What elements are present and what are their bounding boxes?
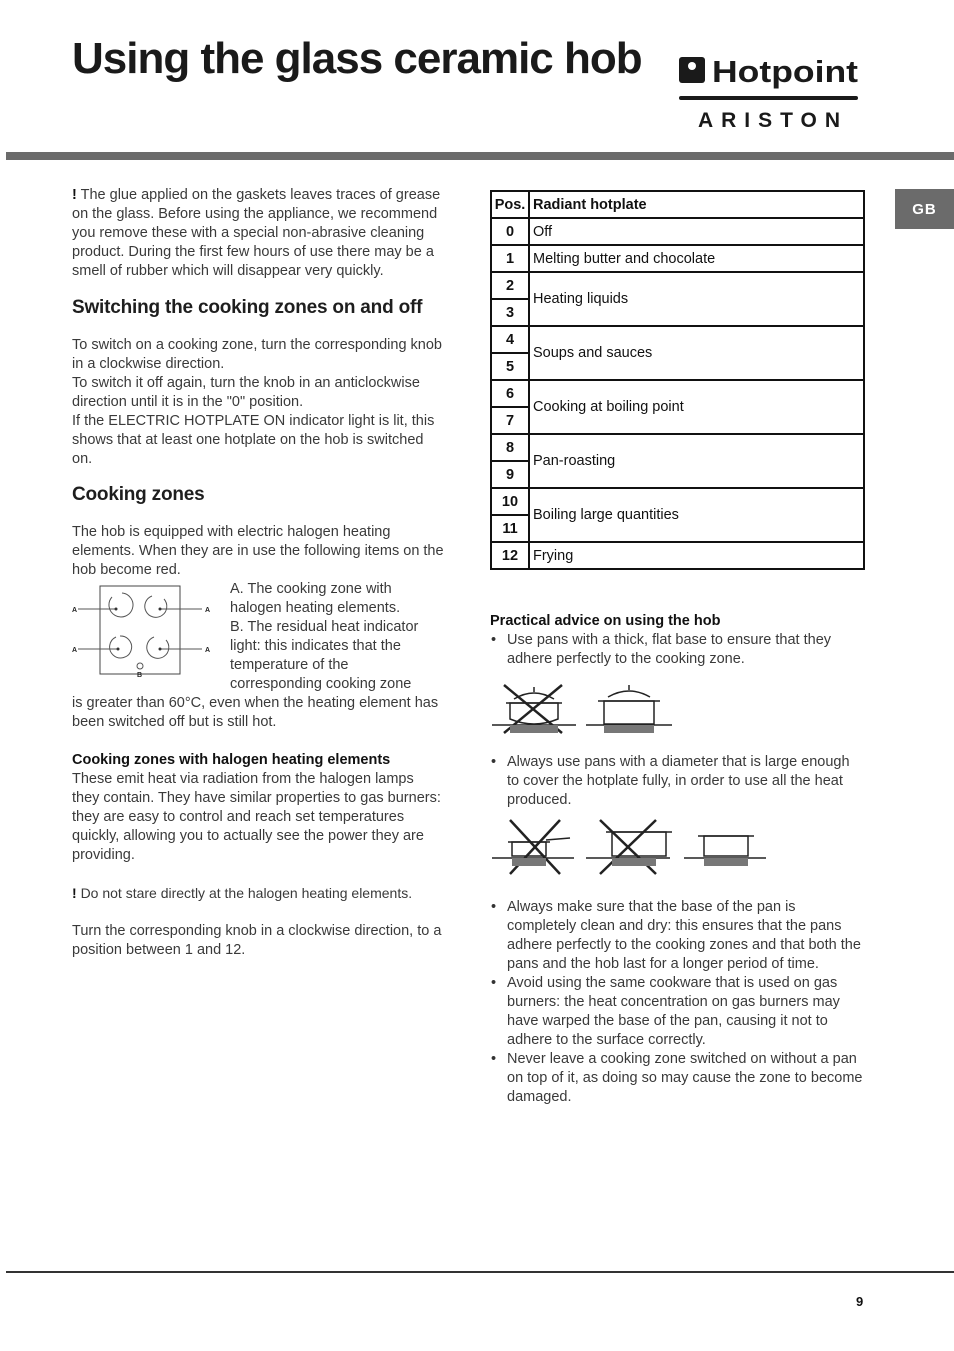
right-column <box>490 612 865 1107</box>
advice-item: • Never leave a cooking zone switched on without a pan on top of it, as doing so may cause the zone to become damaged. <box>490 1050 865 1107</box>
warning-mark: ! <box>72 187 77 203</box>
use-cell: Heating liquids <box>529 272 864 326</box>
page-number: 9 <box>856 1294 864 1309</box>
col-plate-header: Radiant hotplate <box>529 191 864 218</box>
zones-figure-block <box>72 580 444 694</box>
pos-cell: 6 <box>491 380 529 407</box>
brand-name: Hotpoint <box>712 54 858 89</box>
hotpoint-ariston-logo <box>678 54 860 134</box>
advice-item: • Avoid using the same cookware that is used on gas burners: the heat concentration on gas burners may have warped the base of the pan, causing it not to adhere to the surface correctly. <box>490 974 865 1050</box>
page-title: Using the glass ceramic hob <box>72 34 642 83</box>
pos-cell: 3 <box>491 299 529 326</box>
advice-heading: Practical advice on using the hob <box>490 613 721 629</box>
pos-cell: 11 <box>491 515 529 542</box>
use-cell: Melting butter and chocolate <box>529 245 864 272</box>
halogen-heading: Cooking zones with halogen heating elements <box>72 752 391 768</box>
cooking-zones-intro: The hob is equipped with electric halogen heating elements. When they are in use the following items on the hob become red. <box>72 524 444 578</box>
advice-list <box>490 898 865 1107</box>
table-row <box>491 272 864 299</box>
header-rule <box>6 152 954 160</box>
legend-item-b-continued: is greater than 60°C, even when the heating element has been switched off but is still hot. <box>72 695 439 730</box>
halogen-text: These emit heat via radiation from the halogen lamps they contain. They have similar properties to gas burners: they are easy to control and reach set temperatures quickly, allowing you to actually see the power they are providing. <box>72 771 441 863</box>
col-pos-header: Pos. <box>491 191 529 218</box>
legend-item-a: A. The cooking zone with halogen heating elements. <box>230 581 401 616</box>
table-row <box>491 218 864 245</box>
cooking-zones-heading: Cooking zones <box>72 484 205 505</box>
pos-cell: 10 <box>491 488 529 515</box>
diagram-label-a: A <box>205 607 211 614</box>
table-row <box>491 434 864 461</box>
hotplate-table-wrap <box>490 190 865 570</box>
pos-cell: 7 <box>491 407 529 434</box>
use-cell: Cooking at boiling point <box>529 380 864 434</box>
halogen-warning <box>72 884 444 903</box>
diagram-label-a: A <box>72 647 78 654</box>
hotplate-table <box>490 190 865 570</box>
table-row <box>491 326 864 353</box>
switching-heading: Switching the cooking zones on and off <box>72 297 423 318</box>
pos-cell: 9 <box>491 461 529 488</box>
use-cell: Soups and sauces <box>529 326 864 380</box>
language-tab: GB <box>895 189 954 229</box>
diagram-label-a: A <box>205 647 211 654</box>
intro-paragraph <box>72 186 444 281</box>
footer-rule <box>6 1271 954 1273</box>
left-column <box>72 186 444 960</box>
advice-item: • Use pans with a thick, flat base to ensure that they adhere perfectly to the cooking zone. <box>490 631 865 669</box>
advice-item: • Always use pans with a diameter that is large enough to cover the hotplate fully, in order to use all the heat produced. <box>490 753 865 810</box>
diagram-label-b: B <box>137 672 143 678</box>
switching-p1: To switch on a cooking zone, turn the corresponding knob in a clockwise direction. <box>72 337 442 372</box>
table-row <box>491 245 864 272</box>
zones-legend <box>230 580 444 694</box>
pos-cell: 12 <box>491 542 529 569</box>
pos-cell: 5 <box>491 353 529 380</box>
advice-item: • Always make sure that the base of the pan is completely clean and dry: this ensures that the pans adhere perfectly to the cooking zones and that both the pans and the hob last for a longer period of time. <box>490 898 865 974</box>
pos-cell: 2 <box>491 272 529 299</box>
switching-p3: If the ELECTRIC HOTPLATE ON indicator light is lit, this shows that at least one hotplate on the hob is switched on. <box>72 413 435 467</box>
table-header-row <box>491 191 864 218</box>
pan-size-illustration <box>490 818 780 884</box>
table-row <box>491 488 864 515</box>
advice-list <box>490 631 865 669</box>
switching-p2: To switch it off again, turn the knob in an anticlockwise direction until it is in the "0" position. <box>72 375 420 410</box>
halogen-warning-text: Do not stare directly at the halogen heating elements. <box>80 885 413 901</box>
use-cell: Frying <box>529 542 864 569</box>
table-row <box>491 542 864 569</box>
diagram-label-a: A <box>72 607 78 614</box>
advice-list <box>490 753 865 810</box>
pos-cell: 1 <box>491 245 529 272</box>
table-row <box>491 380 864 407</box>
warning-mark: ! <box>72 885 77 901</box>
brand-sub: ARISTON <box>698 109 840 132</box>
pos-cell: 4 <box>491 326 529 353</box>
pan-base-illustration <box>490 679 690 745</box>
intro-text: The glue applied on the gaskets leaves traces of grease on the glass. Before using the appliance, we recommend you remove these with a special non-abrasive cleaning product. During the first few hours of use there may be a smell of rubber which will disappear very quickly. <box>72 187 441 279</box>
use-cell: Pan-roasting <box>529 434 864 488</box>
use-cell: Boiling large quantities <box>529 488 864 542</box>
pos-cell: 0 <box>491 218 529 245</box>
pos-cell: 8 <box>491 434 529 461</box>
use-cell: Off <box>529 218 864 245</box>
turn-knob-text: Turn the corresponding knob in a clockwise direction, to a position between 1 and 12. <box>72 923 442 958</box>
hob-diagram <box>68 584 218 678</box>
legend-item-b: B. The residual heat indicator light: this indicates that the temperature of the corresponding cooking zone <box>230 619 419 692</box>
